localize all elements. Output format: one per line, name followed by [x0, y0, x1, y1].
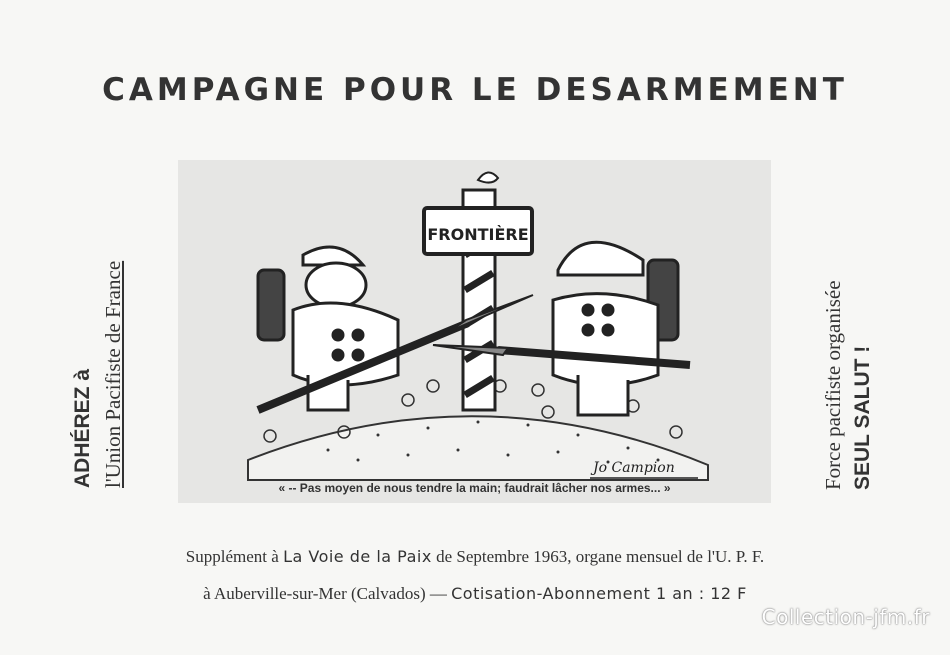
cartoon-caption: « -- Pas moyen de nous tendre la main; faudrait lâcher nos armes... »: [278, 481, 671, 495]
address-text: à Auberville-sur-Mer (Calvados) —: [203, 584, 447, 603]
watermark: Collection-jfm.fr: [761, 605, 930, 629]
cartoon-drawing: [178, 160, 771, 503]
artist-signature: Jo Campion: [593, 460, 675, 476]
union-name: l'Union Pacifiste de France: [101, 260, 125, 488]
headline: CAMPAGNE POUR LE DESARMEMENT: [102, 72, 848, 108]
journal-title: La Voie de la Paix: [283, 547, 432, 566]
subscription-text: Cotisation-Abonnement 1 an : 12 F: [451, 584, 747, 603]
supplement-prefix: Supplément à: [185, 547, 279, 566]
seul-salut-label: SEUL SALUT !: [851, 345, 874, 490]
supplement-suffix: de Septembre 1963, organe mensuel de l'U. P. F.: [436, 547, 765, 566]
left-vertical-text: [68, 178, 138, 488]
force-pacifiste-label: Force pacifiste organisée: [821, 280, 845, 490]
cartoon-illustration: [178, 160, 771, 503]
adherez-label: ADHÉREZ à: [71, 368, 94, 488]
right-vertical-text: [818, 210, 888, 490]
supplement-line: [0, 547, 950, 567]
frontiere-sign: FRONTIÈRE: [427, 225, 529, 244]
address-line: [0, 584, 950, 604]
